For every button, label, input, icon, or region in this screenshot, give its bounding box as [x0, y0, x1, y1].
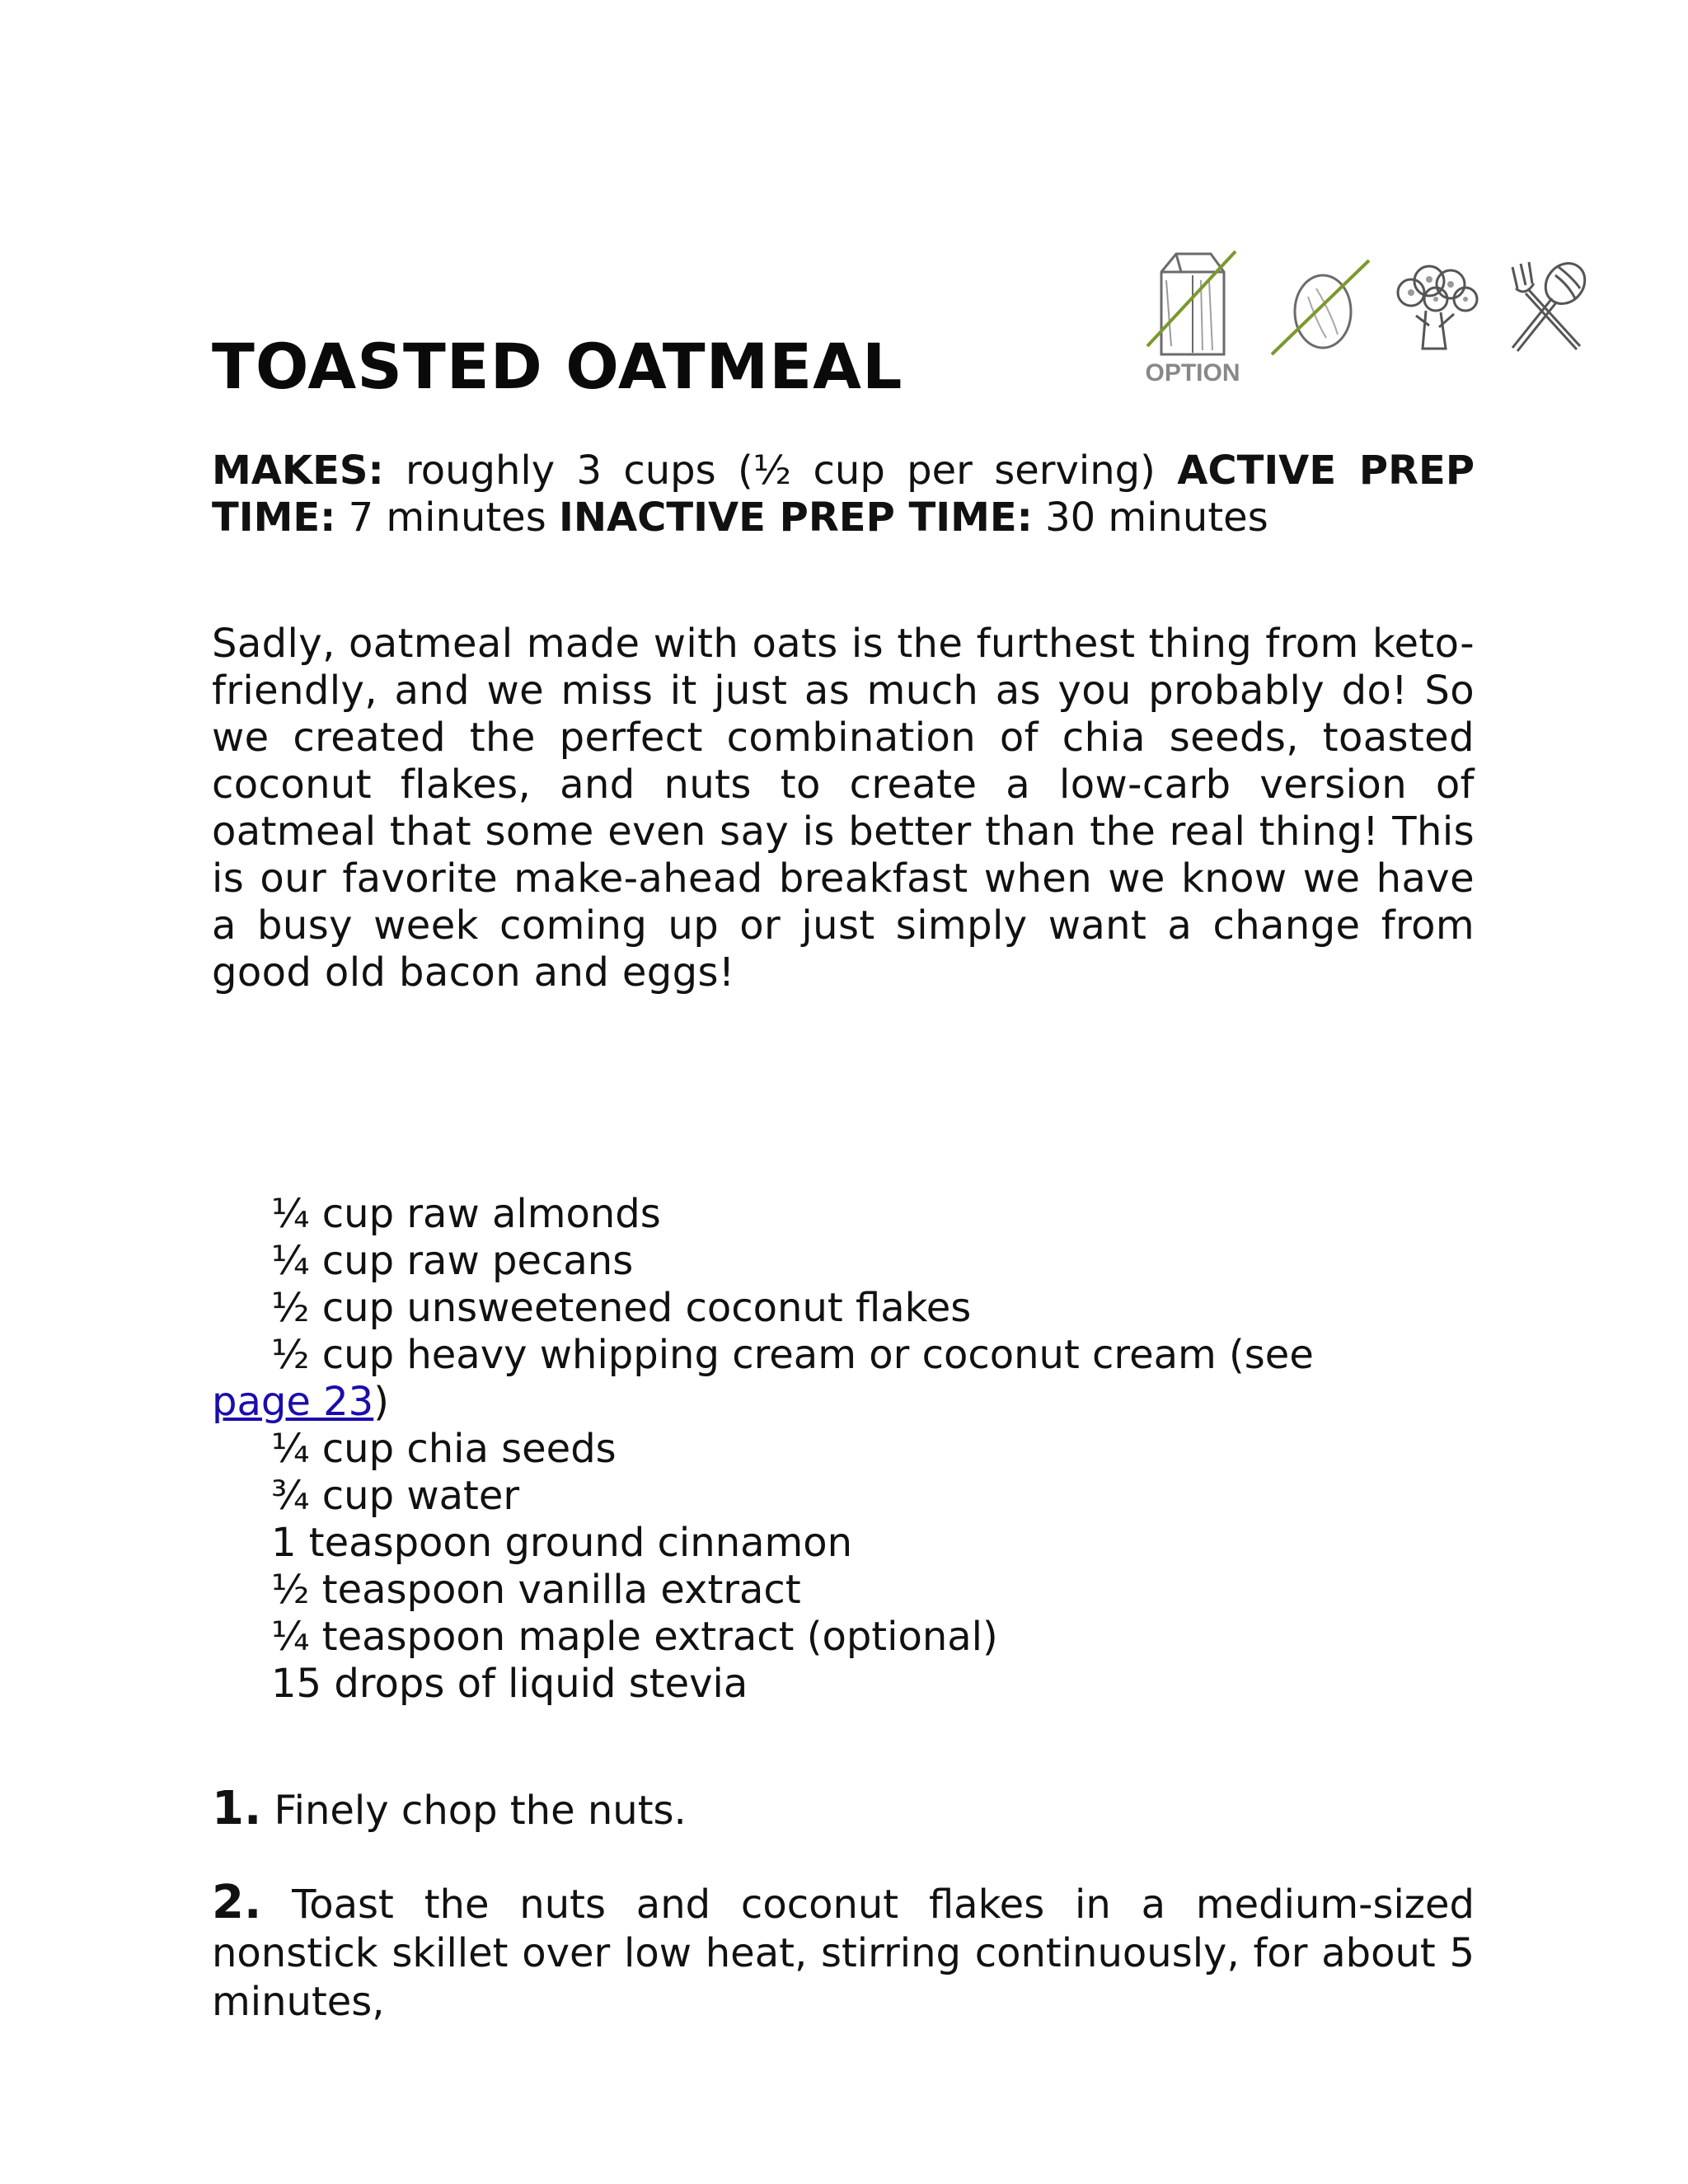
step-text: Toast the nuts and coconut flakes in a medium-sized nonstick skillet over low heat, stirring continuously, for about 5 minutes,: [212, 1882, 1475, 2025]
option-label: OPTION: [1145, 359, 1240, 387]
step-item: [212, 1784, 1475, 1835]
ingredient-item: ½ teaspoon vanilla extract: [271, 1567, 801, 1613]
broccoli-icon: [1386, 260, 1485, 359]
step-list: [212, 1784, 1475, 2069]
egg-free-icon: [1267, 255, 1374, 363]
step-number: 1.: [212, 1782, 262, 1835]
ingredient-item: ¼ cup raw almonds: [271, 1191, 661, 1237]
ingredient-item: [212, 1332, 1423, 1426]
makes-value: roughly 3 cups (½ cup per serving): [406, 448, 1156, 494]
ingredient-text: ½ cup heavy whipping cream or coconut cream (see: [271, 1332, 1314, 1378]
active-prep-label: ACTIVE PREP TIME:: [212, 448, 1475, 541]
ingredient-item: ½ cup unsweetened coconut flakes: [271, 1285, 972, 1331]
active-prep-value: 7 minutes: [348, 494, 546, 541]
makes-label: MAKES:: [212, 448, 384, 494]
utensils-icon: [1498, 255, 1597, 363]
step-text: Finely chop the nuts.: [274, 1788, 687, 1834]
page-link[interactable]: page 23: [212, 1379, 374, 1425]
ingredient-item: ¾ cup water: [271, 1473, 520, 1519]
ingredient-item: 1 teaspoon ground cinnamon: [271, 1520, 853, 1566]
title-row: [212, 247, 1475, 412]
inactive-prep-value: 30 minutes: [1045, 494, 1268, 541]
inactive-prep-label: INACTIVE PREP TIME:: [558, 494, 1033, 541]
ingredient-item: 15 drops of liquid stevia: [271, 1661, 748, 1707]
recipe-meta: [212, 448, 1475, 541]
ingredient-list: [212, 1191, 1475, 1708]
ingredient-item: ¼ cup chia seeds: [271, 1426, 617, 1472]
dairy-free-option-icon: [1143, 247, 1242, 387]
recipe-intro: Sadly, oatmeal made with oats is the furthest thing from keto-friendly, and we miss it just as much as you probably do! So we created the perfect combination of chia seeds, toasted coconut flakes, and nuts to create a low-carb version of oatmeal that some even say is better than the real thing! This is our favorite make-ahead breakfast when we know we have a busy week coming up or just simply want a change from good old bacon and eggs!: [212, 621, 1475, 996]
ingredient-item: ¼ teaspoon maple extract (optional): [271, 1614, 998, 1660]
recipe-title: TOASTED OATMEAL: [212, 330, 903, 403]
ingredient-suffix: ): [373, 1379, 389, 1425]
step-item: [212, 1878, 1475, 2027]
ingredient-item: ¼ cup raw pecans: [271, 1238, 634, 1284]
step-number: 2.: [212, 1876, 262, 1929]
dietary-icons: [937, 247, 1597, 396]
